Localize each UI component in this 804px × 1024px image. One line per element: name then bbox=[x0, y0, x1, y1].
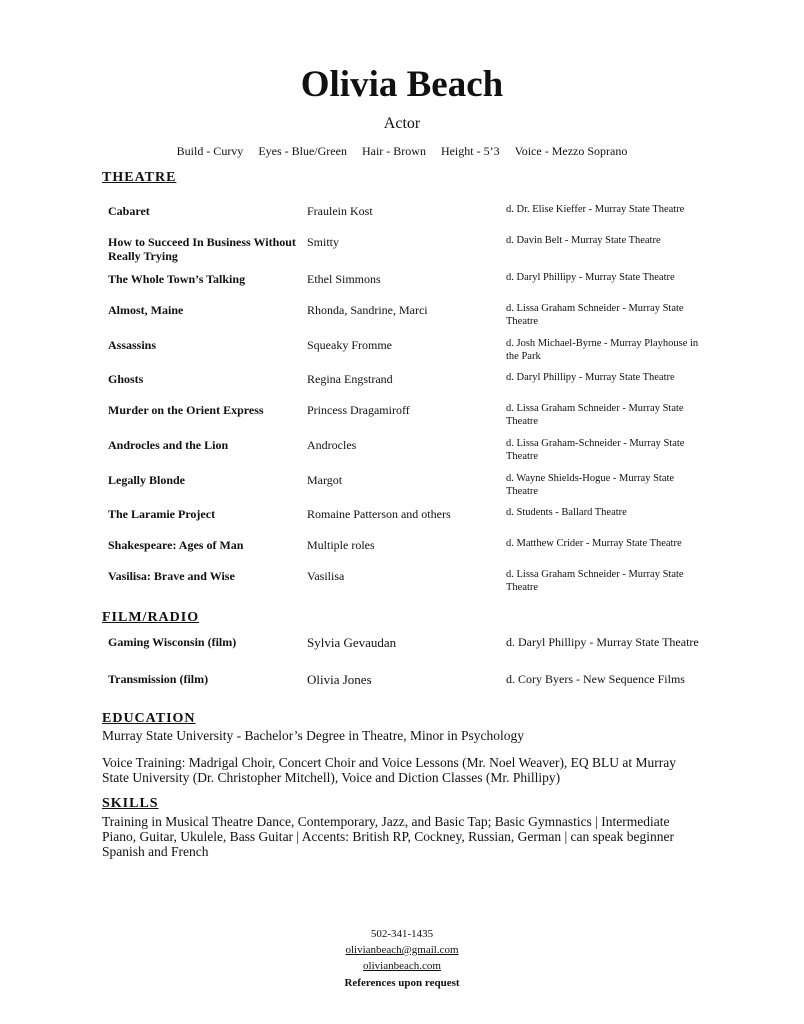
email-link[interactable]: olivianbeach@gmail.com bbox=[345, 944, 459, 956]
show-title: Ghosts bbox=[108, 372, 144, 386]
director-credit: d. Lissa Graham Schneider - Murray State Theatre bbox=[506, 303, 684, 327]
attr-eyes: Eyes - Blue/Green bbox=[258, 144, 347, 158]
director-credit: d. Students - Ballard Theatre bbox=[506, 507, 627, 518]
show-title: Vasilisa: Brave and Wise bbox=[108, 569, 235, 583]
director-credit: d. Daryl Phillipy - Murray State Theatre bbox=[506, 272, 675, 283]
physical-attributes bbox=[0, 143, 804, 159]
role: Squeaky Fromme bbox=[307, 338, 392, 352]
role: Olivia Jones bbox=[307, 672, 372, 687]
director-credit: d. Cory Byers - New Sequence Films bbox=[506, 672, 685, 686]
role: Fraulein Kost bbox=[307, 204, 373, 218]
role: Romaine Patterson and others bbox=[307, 507, 451, 521]
role: Ethel Simmons bbox=[307, 272, 381, 286]
show-title: Legally Blonde bbox=[108, 473, 186, 487]
attr-build: Build - Curvy bbox=[176, 144, 244, 158]
footer-website-line bbox=[0, 958, 804, 974]
theatre-heading: THEATRE bbox=[102, 170, 177, 185]
footer-email-line bbox=[0, 942, 804, 958]
role: Regina Engstrand bbox=[307, 372, 393, 386]
skills-heading: SKILLS bbox=[102, 796, 159, 811]
education-voice-training: Voice Training: Madrigal Choir, Concert Choir and Voice Lessons (Mr. Noel Weaver), EQ BLU at Murray State University (Dr. Christopher Mitchell), Voice and Diction Classes (Mr. Phillipy) bbox=[102, 755, 677, 785]
director-credit: d. Josh Michael-Byrne - Murray Playhouse in the Park bbox=[506, 338, 699, 362]
role: Rhonda, Sandrine, Marci bbox=[307, 303, 428, 317]
director-credit: d. Matthew Crider - Murray State Theatre bbox=[506, 538, 682, 549]
show-title: Transmission (film) bbox=[108, 672, 209, 686]
role: Sylvia Gevaudan bbox=[307, 635, 397, 650]
show-title: Androcles and the Lion bbox=[108, 438, 229, 452]
show-title: The Laramie Project bbox=[108, 507, 216, 521]
show-title: Shakespeare: Ages of Man bbox=[108, 538, 244, 552]
skills-text: Training in Musical Theatre Dance, Contemporary, Jazz, and Basic Tap; Basic Gymnastics | Intermediate Piano, Guitar, Ukulele, Bass Guitar | Accents: British RP, Cockney, Russian, German | can speak beginner Spanish and French bbox=[102, 814, 675, 859]
show-title: Murder on the Orient Express bbox=[108, 403, 264, 417]
director-credit: d. Wayne Shields-Hogue - Murray State Theatre bbox=[506, 473, 675, 497]
director-credit: d. Lissa Graham Schneider - Murray State Theatre bbox=[506, 403, 684, 427]
show-title: The Whole Town’s Talking bbox=[108, 272, 246, 286]
role: Vasilisa bbox=[307, 569, 345, 583]
director-credit: d. Davin Belt - Murray State Theatre bbox=[506, 235, 661, 246]
show-title: Gaming Wisconsin (film) bbox=[108, 635, 237, 649]
attr-hair: Hair - Brown bbox=[361, 144, 426, 158]
director-credit: d. Dr. Elise Kieffer - Murray State Theatre bbox=[506, 204, 685, 215]
role: Margot bbox=[307, 473, 343, 487]
director-credit: d. Daryl Phillipy - Murray State Theatre bbox=[506, 635, 699, 649]
director-credit: d. Lissa Graham-Schneider - Murray State Theatre bbox=[506, 438, 685, 462]
director-credit: d. Lissa Graham Schneider - Murray State Theatre bbox=[506, 569, 684, 593]
footer-phone: 502-341-1435 bbox=[370, 928, 434, 940]
show-title: Assassins bbox=[108, 338, 157, 352]
film-radio-heading: FILM/RADIO bbox=[102, 610, 200, 625]
education-degree: Murray State University - Bachelor’s Degree in Theatre, Minor in Psychology bbox=[102, 728, 525, 743]
attr-voice: Voice - Mezzo Soprano bbox=[514, 144, 628, 158]
show-title: Almost, Maine bbox=[108, 303, 184, 317]
attr-height: Height - 5’3 bbox=[440, 144, 500, 158]
education-heading: EDUCATION bbox=[102, 711, 196, 726]
role: Androcles bbox=[307, 438, 357, 452]
actor-title: Actor bbox=[383, 115, 421, 132]
references-note: References upon request bbox=[344, 977, 460, 989]
show-title: How to Succeed In Business Without Really Trying bbox=[108, 235, 296, 263]
show-title: Cabaret bbox=[108, 204, 150, 218]
website-link[interactable]: olivianbeach.com bbox=[363, 960, 441, 972]
role: Princess Dragamiroff bbox=[307, 403, 410, 417]
actor-name: Olivia Beach bbox=[300, 64, 504, 105]
role: Multiple roles bbox=[307, 538, 375, 552]
role: Smitty bbox=[307, 235, 340, 249]
director-credit: d. Daryl Phillipy - Murray State Theatre bbox=[506, 372, 675, 383]
